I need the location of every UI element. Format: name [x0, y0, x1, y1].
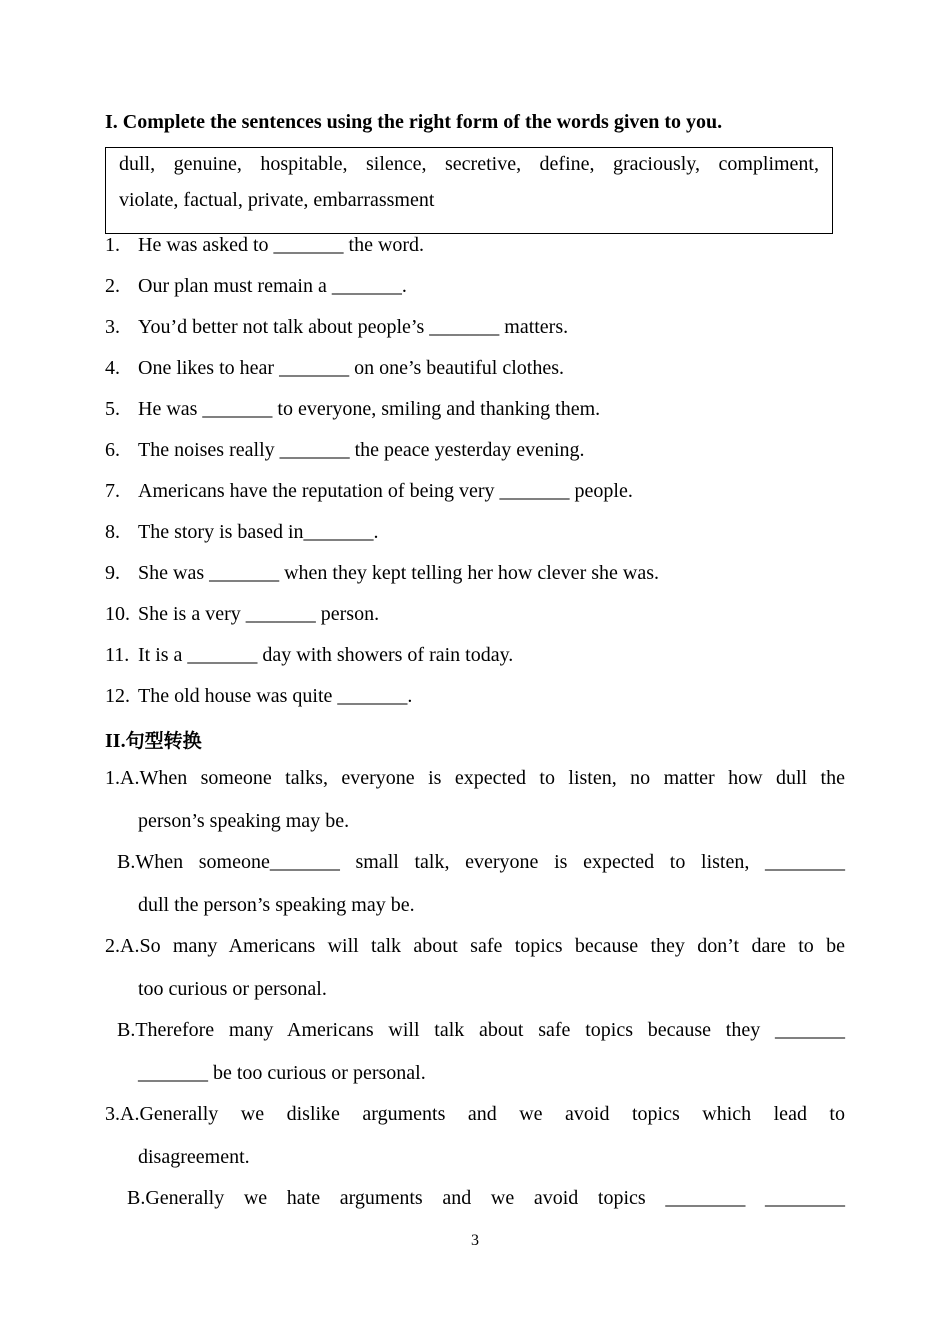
item-number: 4.: [105, 357, 120, 379]
item-number: 5.: [105, 398, 120, 420]
item-text: Americans have the reputation of being very _______ people.: [138, 480, 633, 502]
item-text: The old house was quite _______.: [138, 685, 413, 707]
item-number: 9.: [105, 562, 120, 584]
section2-heading: [105, 726, 202, 753]
item-number: 12.: [105, 685, 130, 707]
section2-heading-cn: 句型转换: [125, 730, 202, 752]
item-text: He was _______ to everyone, smiling and thanking them.: [138, 398, 601, 420]
item-number: 8.: [105, 521, 120, 543]
item-number: 11.: [105, 644, 130, 666]
item-number: 7.: [105, 480, 120, 502]
section1-heading: I. Complete the sentences using the right form of the words given to you.: [105, 111, 723, 133]
q2-b-line-2: _______ be too curious or personal.: [138, 1062, 426, 1084]
q2-a-line-2: too curious or personal.: [138, 978, 327, 1000]
item-number: 10.: [105, 603, 130, 625]
word-box-line-1: dull, genuine, hospitable, silence, secretive, define, graciously, compliment,: [119, 153, 819, 175]
q1-a-line-2: person’s speaking may be.: [138, 810, 350, 832]
item-text: Our plan must remain a _______.: [138, 275, 407, 297]
word-box-line-2: violate, factual, private, embarrassment: [119, 189, 435, 211]
q3-a-line-1: 3.A.Generally we dislike arguments and we avoid topics which lead to: [105, 1103, 845, 1125]
item-number: 6.: [105, 439, 120, 461]
section2-heading-prefix: II.: [105, 730, 126, 752]
q3-a-line-2: disagreement.: [138, 1146, 250, 1168]
item-text: You’d better not talk about people’s _______ matters.: [138, 316, 569, 338]
q1-a-line-1: 1.A.When someone talks, everyone is expected to listen, no matter how dull the: [105, 767, 845, 789]
item-text: The noises really _______ the peace yesterday evening.: [138, 439, 585, 461]
page-number: 3: [471, 1232, 479, 1249]
item-number: 2.: [105, 275, 120, 297]
item-number: 3.: [105, 316, 120, 338]
item-text: He was asked to _______ the word.: [138, 234, 425, 256]
q2-a-line-1: 2.A.So many Americans will talk about safe topics because they don’t dare to be: [105, 935, 845, 957]
q2-b-line-1: B.Therefore many Americans will talk about safe topics because they _______: [117, 1019, 845, 1041]
q1-b-line-2: dull the person’s speaking may be.: [138, 894, 415, 916]
q3-b-line-1: B.Generally we hate arguments and we avoid topics ________ ________: [127, 1187, 845, 1209]
item-text: The story is based in_______.: [138, 521, 379, 543]
item-text: One likes to hear _______ on one’s beautiful clothes.: [138, 357, 565, 379]
item-text: She was _______ when they kept telling her how clever she was.: [138, 562, 659, 584]
item-text: She is a very _______ person.: [138, 603, 380, 625]
q1-b-line-1: B.When someone_______ small talk, everyone is expected to listen, ________: [117, 851, 845, 873]
item-number: 1.: [105, 234, 120, 256]
item-text: It is a _______ day with showers of rain today.: [138, 644, 514, 666]
word-box: [105, 147, 833, 234]
